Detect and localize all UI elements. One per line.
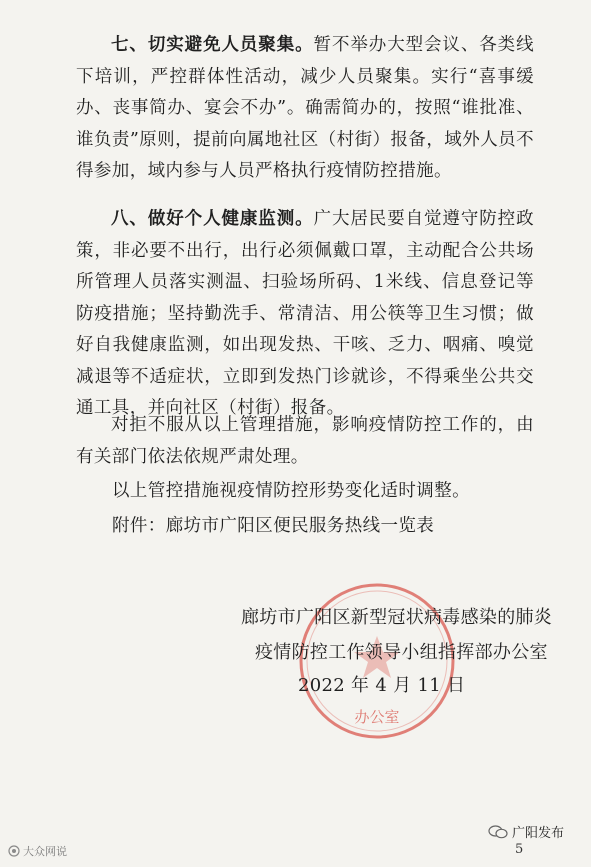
section-7-heading: 七、切实避免人员聚集。 xyxy=(111,35,314,55)
camera-icon xyxy=(8,845,20,857)
watermark-left xyxy=(8,843,67,859)
section-7 xyxy=(76,30,534,188)
page-number: 5 xyxy=(515,842,524,857)
watermark-right-text: 广阳发布 xyxy=(512,826,565,841)
seal-text: 办公室 xyxy=(354,708,400,726)
watermark-left-text: 大众网说 xyxy=(23,845,67,858)
watermark-right xyxy=(488,822,564,841)
signature-line-2: 疫情防控工作领导小组指挥部办公室 xyxy=(255,642,548,663)
section-7-body: 暂不举办大型会议、各类线下培训，严控群体性活动，减少人员聚集。实行“喜事缓办、丧事简办、宴会不办”。确需简办的，按照“谁批准、谁负责”原则，提前向属地社区（村街）报备，域外人员不得参加，域内参与人员严格执行疫情防控措施。 xyxy=(76,35,534,181)
section-8-body: 广大居民要自觉遵守防控政策，非必要不出行，出行必须佩戴口罩，主动配合公共场所管理人员落实测温、扫验场所码、1米线、信息登记等防疫措施；坚持勤洗手、常清洁、用公筷等卫生习惯；做好自我健康监测，如出现发热、干咳、乏力、咽痛、嗅觉减退等不适症状，立即到发热门诊就诊，不得乘坐公共交通工具，并向社区（村街）报备。 xyxy=(76,209,534,418)
adjust-paragraph: 以上管控措施视疫情防控形势变化适时调整。 xyxy=(112,481,470,501)
section-8 xyxy=(76,204,534,425)
attachment-line: 附件：廊坊市广阳区便民服务热线一览表 xyxy=(112,516,435,536)
signature-date: 2022 年 4 月 11 日 xyxy=(298,675,466,696)
wechat-icon xyxy=(488,825,508,839)
signature-line-1: 廊坊市广阳区新型冠状病毒感染的肺炎 xyxy=(241,607,553,628)
noncompliance-paragraph: 对拒不服从以上管理措施，影响疫情防控工作的，由有关部门依法依规严肃处理。 xyxy=(76,415,534,467)
section-8-heading: 八、做好个人健康监测。 xyxy=(111,209,314,229)
